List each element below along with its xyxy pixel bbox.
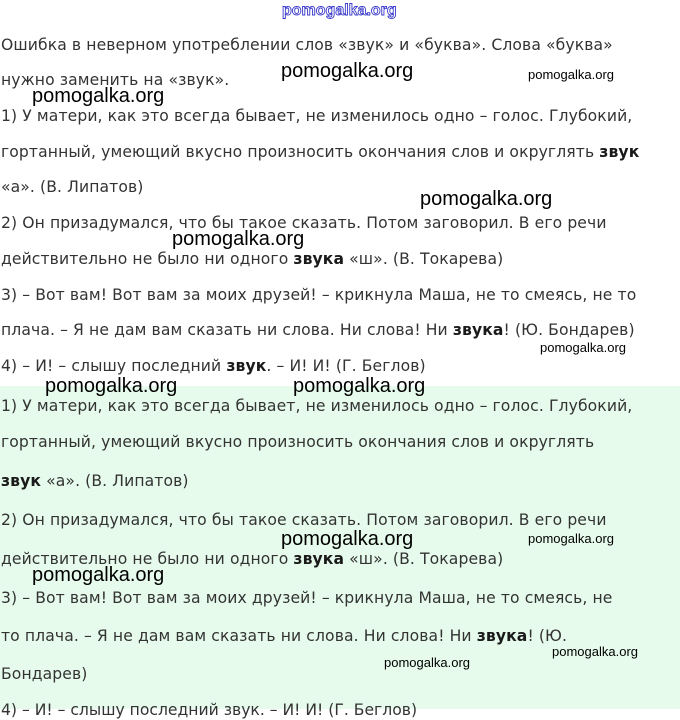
highlighted-word: звук xyxy=(1,472,42,490)
answer-sentence-3-line-1: 3) – Вот вам! Вот вам за моих друзей! – крикнула Маша, не то смеясь, не xyxy=(1,589,613,607)
task-sentence-2-line-2: действительно не было ни одного звука «ш». (В. Токарева) xyxy=(1,250,504,268)
watermark: pomogalka.org xyxy=(293,375,426,397)
highlighted-word: звук xyxy=(599,143,640,161)
task-sentence-4: 4) – И! – слышу последний звук. – И! И! (Г. Беглов) xyxy=(1,357,426,375)
task-sentence-2-line-1: 2) Он призадумался, что бы такое сказать. Потом заговорил. В его речи xyxy=(1,214,607,232)
answer-sentence-3-line-3: Бондарев) xyxy=(1,665,88,683)
task-sentence-1-line-2: гортанный, умеющий вкусно произносить окончания слов и округлять звук xyxy=(1,143,640,161)
answer-sentence-1-line-3: звук «а». (В. Липатов) xyxy=(1,472,189,490)
watermark: pomogalka.org xyxy=(420,188,553,210)
watermark: pomogalka.org xyxy=(281,60,414,82)
watermark: pomogalka.org xyxy=(528,67,614,82)
task-sentence-1-line-3: «а». (В. Липатов) xyxy=(1,178,144,196)
highlighted-word: звука xyxy=(452,321,504,339)
highlighted-word: звука xyxy=(293,250,345,268)
watermark: pomogalka.org xyxy=(32,85,165,107)
highlighted-word: звука xyxy=(293,550,345,568)
watermark: pomogalka.org xyxy=(552,644,638,659)
task-sentence-1-line-1: 1) У матери, как это всегда бывает, не изменилось одно – голос. Глубокий, xyxy=(1,107,633,125)
answer-sentence-1-line-1: 1) У матери, как это всегда бывает, не изменилось одно – голос. Глубокий, xyxy=(1,397,633,415)
intro-line-1: Ошибка в неверном употреблении слов «звук» и «буква». Слова «буква» xyxy=(1,36,613,54)
answer-sentence-4-cut: 4) – И! – слышу последний звук. – И! И! (Г. Беглов) xyxy=(1,701,418,719)
watermark: pomogalka.org xyxy=(528,531,614,546)
watermark: pomogalka.org xyxy=(45,375,178,397)
watermark: pomogalka.org xyxy=(540,340,626,355)
answer-sentence-3-line-2: то плача. – Я не дам вам сказать ни слова. Ни слова! Ни звука! (Ю. xyxy=(1,627,568,645)
watermark: pomogalka.org xyxy=(172,228,305,250)
answer-sentence-1-line-2: гортанный, умеющий вкусно произносить окончания слов и округлять xyxy=(1,433,595,451)
highlighted-word: звук xyxy=(226,357,267,375)
watermark: pomogalka.org xyxy=(32,564,165,586)
watermark: pomogalka.org xyxy=(384,655,470,670)
answer-sentence-2-line-1: 2) Он призадумался, что бы такое сказать. Потом заговорил. В его речи xyxy=(1,511,607,529)
task-sentence-3-line-1: 3) – Вот вам! Вот вам за моих друзей! – крикнула Маша, не то смеясь, не то xyxy=(1,286,637,304)
header-watermark: pomogalka.org xyxy=(282,2,397,19)
watermark: pomogalka.org xyxy=(281,528,414,550)
answer-sentence-2-line-2: действительно не было ни одного звука «ш». (В. Токарева) xyxy=(1,550,504,568)
intro-line-2: нужно заменить на «звук». xyxy=(1,71,230,89)
task-sentence-3-line-2: плача. – Я не дам вам сказать ни слова. Ни слова! Ни звука! (Ю. Бондарев) xyxy=(1,321,635,339)
highlighted-word: звука xyxy=(476,627,528,645)
